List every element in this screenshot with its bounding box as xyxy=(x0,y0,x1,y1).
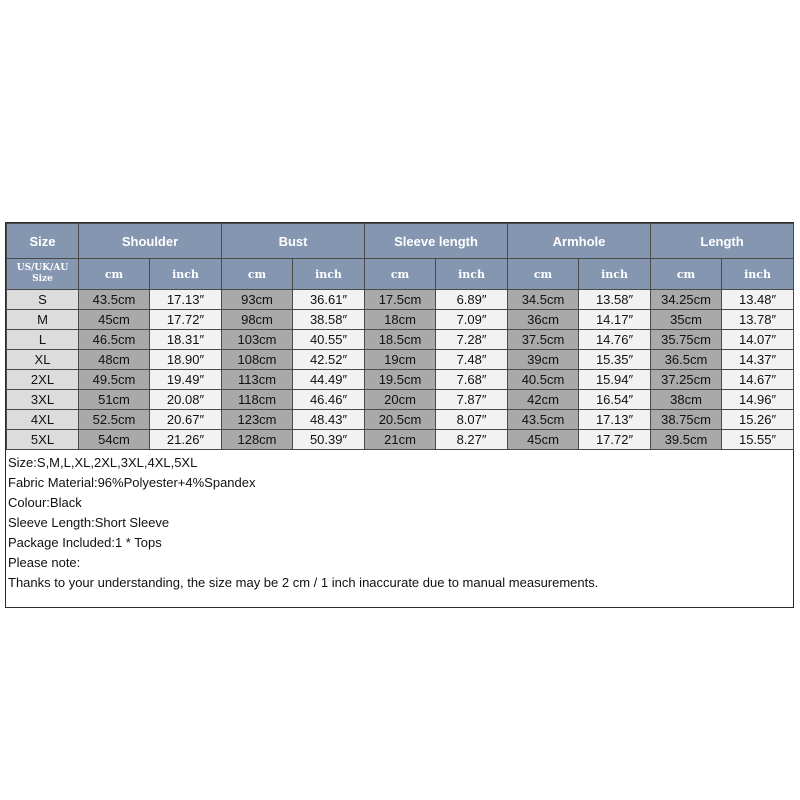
size-header: Size xyxy=(7,224,79,259)
table-row xyxy=(7,370,794,390)
cm-value-cell: 40.5cm xyxy=(508,370,579,390)
cm-value-cell: 98cm xyxy=(222,310,293,330)
shoulder-header: Shoulder xyxy=(79,224,222,259)
cm-value-cell: 36cm xyxy=(508,310,579,330)
inch-value-cell: 13.78″ xyxy=(722,310,794,330)
inch-value-cell: 17.72″ xyxy=(150,310,222,330)
table-row xyxy=(7,350,794,370)
unit-inch-header: inch xyxy=(722,259,794,290)
inch-value-cell: 15.94″ xyxy=(579,370,651,390)
cm-value-cell: 48cm xyxy=(79,350,150,370)
cm-value-cell: 21cm xyxy=(365,430,436,450)
cm-value-cell: 39cm xyxy=(508,350,579,370)
size-chart xyxy=(5,222,794,608)
table-row xyxy=(7,290,794,310)
inch-value-cell: 14.96″ xyxy=(722,390,794,410)
inch-value-cell: 18.31″ xyxy=(150,330,222,350)
note-line: Please note: xyxy=(8,555,81,570)
table-row xyxy=(7,330,794,350)
cm-value-cell: 42cm xyxy=(508,390,579,410)
inch-value-cell: 6.89″ xyxy=(436,290,508,310)
inch-value-cell: 7.48″ xyxy=(436,350,508,370)
size-cell: 5XL xyxy=(7,430,79,450)
cm-value-cell: 39.5cm xyxy=(651,430,722,450)
note-line: Size:S,M,L,XL,2XL,3XL,4XL,5XL xyxy=(8,455,198,470)
cm-value-cell: 49.5cm xyxy=(79,370,150,390)
inch-value-cell: 17.72″ xyxy=(579,430,651,450)
inch-value-cell: 14.37″ xyxy=(722,350,794,370)
table-row xyxy=(7,390,794,410)
inch-value-cell: 19.49″ xyxy=(150,370,222,390)
cm-value-cell: 36.5cm xyxy=(651,350,722,370)
inch-value-cell: 14.07″ xyxy=(722,330,794,350)
unit-inch-header: inch xyxy=(579,259,651,290)
inch-value-cell: 7.09″ xyxy=(436,310,508,330)
cm-value-cell: 34.25cm xyxy=(651,290,722,310)
cm-value-cell: 38cm xyxy=(651,390,722,410)
region-size-header: US/UK/AU Size xyxy=(7,259,79,290)
note-line: Package Included:1 * Tops xyxy=(8,535,162,550)
bust-header: Bust xyxy=(222,224,365,259)
size-cell: L xyxy=(7,330,79,350)
inch-value-cell: 8.07″ xyxy=(436,410,508,430)
unit-header-row xyxy=(7,259,794,290)
size-cell: XL xyxy=(7,350,79,370)
cm-value-cell: 43.5cm xyxy=(508,410,579,430)
cm-value-cell: 52.5cm xyxy=(79,410,150,430)
size-cell: 3XL xyxy=(7,390,79,410)
inch-value-cell: 7.87″ xyxy=(436,390,508,410)
inch-value-cell: 15.55″ xyxy=(722,430,794,450)
inch-value-cell: 14.76″ xyxy=(579,330,651,350)
inch-value-cell: 13.58″ xyxy=(579,290,651,310)
cm-value-cell: 18.5cm xyxy=(365,330,436,350)
cm-value-cell: 19.5cm xyxy=(365,370,436,390)
inch-value-cell: 13.48″ xyxy=(722,290,794,310)
table-row xyxy=(7,430,794,450)
cm-value-cell: 20cm xyxy=(365,390,436,410)
cm-value-cell: 118cm xyxy=(222,390,293,410)
inch-value-cell: 7.68″ xyxy=(436,370,508,390)
inch-value-cell: 48.43″ xyxy=(293,410,365,430)
cm-value-cell: 35.75cm xyxy=(651,330,722,350)
cm-value-cell: 34.5cm xyxy=(508,290,579,310)
cm-value-cell: 35cm xyxy=(651,310,722,330)
note-line: Colour:Black xyxy=(8,495,82,510)
inch-value-cell: 17.13″ xyxy=(150,290,222,310)
cm-value-cell: 108cm xyxy=(222,350,293,370)
inch-value-cell: 18.90″ xyxy=(150,350,222,370)
cm-value-cell: 45cm xyxy=(79,310,150,330)
cm-value-cell: 19cm xyxy=(365,350,436,370)
unit-cm-header: cm xyxy=(508,259,579,290)
unit-cm-header: cm xyxy=(651,259,722,290)
product-notes xyxy=(6,450,793,593)
inch-value-cell: 7.28″ xyxy=(436,330,508,350)
cm-value-cell: 37.5cm xyxy=(508,330,579,350)
inch-value-cell: 38.58″ xyxy=(293,310,365,330)
inch-value-cell: 44.49″ xyxy=(293,370,365,390)
cm-value-cell: 51cm xyxy=(79,390,150,410)
table-row xyxy=(7,410,794,430)
note-line: Fabric Material:96%Polyester+4%Spandex xyxy=(8,475,256,490)
cm-value-cell: 93cm xyxy=(222,290,293,310)
cm-value-cell: 46.5cm xyxy=(79,330,150,350)
cm-value-cell: 17.5cm xyxy=(365,290,436,310)
unit-inch-header: inch xyxy=(150,259,222,290)
note-line: Thanks to your understanding, the size may be 2 cm / 1 inch inaccurate due to manual measurements. xyxy=(8,575,599,590)
length-header: Length xyxy=(651,224,794,259)
size-cell: M xyxy=(7,310,79,330)
inch-value-cell: 14.67″ xyxy=(722,370,794,390)
unit-cm-header: cm xyxy=(79,259,150,290)
sleeve-length-header: Sleeve length xyxy=(365,224,508,259)
cm-value-cell: 37.25cm xyxy=(651,370,722,390)
cm-value-cell: 113cm xyxy=(222,370,293,390)
inch-value-cell: 8.27″ xyxy=(436,430,508,450)
inch-value-cell: 20.08″ xyxy=(150,390,222,410)
unit-inch-header: inch xyxy=(293,259,365,290)
cm-value-cell: 20.5cm xyxy=(365,410,436,430)
inch-value-cell: 17.13″ xyxy=(579,410,651,430)
unit-cm-header: cm xyxy=(365,259,436,290)
inch-value-cell: 21.26″ xyxy=(150,430,222,450)
inch-value-cell: 50.39″ xyxy=(293,430,365,450)
cm-value-cell: 38.75cm xyxy=(651,410,722,430)
inch-value-cell: 15.26″ xyxy=(722,410,794,430)
measure-header-row xyxy=(7,224,794,259)
table-row xyxy=(7,310,794,330)
cm-value-cell: 18cm xyxy=(365,310,436,330)
size-cell: S xyxy=(7,290,79,310)
cm-value-cell: 43.5cm xyxy=(79,290,150,310)
inch-value-cell: 42.52″ xyxy=(293,350,365,370)
cm-value-cell: 123cm xyxy=(222,410,293,430)
cm-value-cell: 128cm xyxy=(222,430,293,450)
unit-inch-header: inch xyxy=(436,259,508,290)
armhole-header: Armhole xyxy=(508,224,651,259)
unit-cm-header: cm xyxy=(222,259,293,290)
inch-value-cell: 15.35″ xyxy=(579,350,651,370)
inch-value-cell: 14.17″ xyxy=(579,310,651,330)
size-cell: 2XL xyxy=(7,370,79,390)
inch-value-cell: 36.61″ xyxy=(293,290,365,310)
size-cell: 4XL xyxy=(7,410,79,430)
inch-value-cell: 16.54″ xyxy=(579,390,651,410)
inch-value-cell: 20.67″ xyxy=(150,410,222,430)
cm-value-cell: 45cm xyxy=(508,430,579,450)
size-table xyxy=(6,223,794,450)
inch-value-cell: 46.46″ xyxy=(293,390,365,410)
cm-value-cell: 54cm xyxy=(79,430,150,450)
cm-value-cell: 103cm xyxy=(222,330,293,350)
inch-value-cell: 40.55″ xyxy=(293,330,365,350)
note-line: Sleeve Length:Short Sleeve xyxy=(8,515,170,530)
